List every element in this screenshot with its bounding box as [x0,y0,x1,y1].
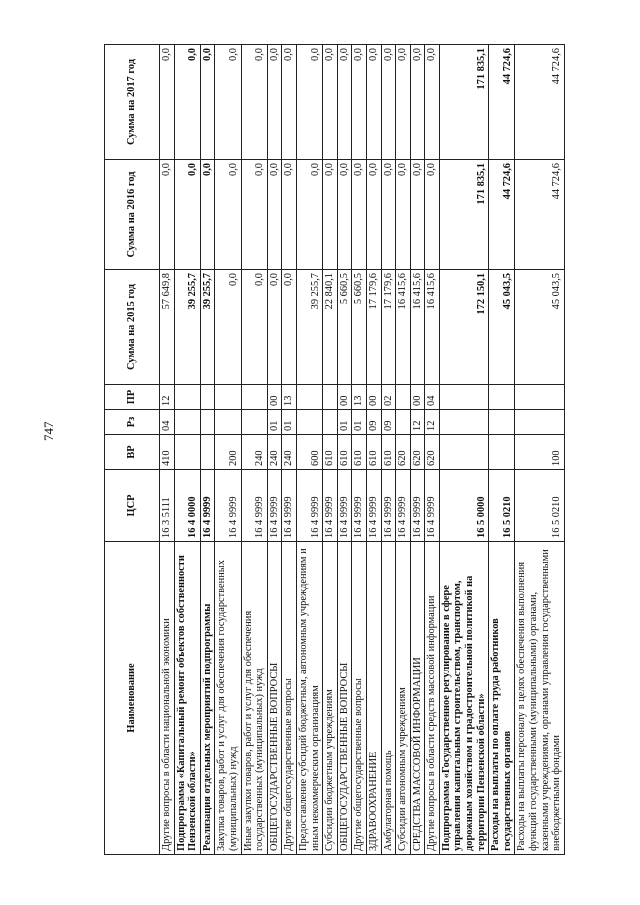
table-row [352,45,367,855]
header-sum-2017: Сумма на 2017 год [105,45,160,160]
cell-name: Другие общегосударственные вопросы [282,542,297,855]
table-row [160,45,175,855]
cell-vr: 620 [410,435,425,470]
cell-sum-2017: 0,0 [174,45,200,160]
table-row [296,45,322,855]
cell-rz [200,410,215,435]
cell-name: Реализация отдельных мероприятий подпрограммы [200,542,215,855]
cell-name: ОБЩЕГОСУДАРСТВЕННЫЕ ВОПРОСЫ [337,542,352,855]
cell-sum-2016: 44 724,6 [489,160,515,270]
table-row [396,45,411,855]
cell-csr: 16 5 0210 [515,470,564,542]
cell-sum-2017: 0,0 [396,45,411,160]
budget-table [104,44,565,855]
cell-sum-2016: 0,0 [410,160,425,270]
cell-sum-2015: 5 660,5 [352,270,367,385]
cell-sum-2016: 0,0 [215,160,241,270]
cell-pr: 00 [410,385,425,410]
cell-name: Расходы на выплаты по оплате труда работников государственных органов [489,542,515,855]
cell-sum-2016: 171 835,1 [439,160,488,270]
cell-csr: 16 4 9999 [410,470,425,542]
table-row [425,45,440,855]
cell-pr [215,385,241,410]
cell-vr [174,435,200,470]
cell-sum-2015: 0,0 [241,270,267,385]
cell-vr: 600 [296,435,322,470]
cell-pr [396,385,411,410]
cell-vr: 200 [215,435,241,470]
cell-sum-2015: 0,0 [282,270,297,385]
cell-name: Субсидии бюджетным учреждениям [323,542,338,855]
cell-name: Другие общегосударственные вопросы [352,542,367,855]
cell-pr: 02 [381,385,396,410]
cell-csr: 16 5 0000 [439,470,488,542]
table-row [241,45,267,855]
cell-csr: 16 5 0210 [489,470,515,542]
cell-sum-2017: 0,0 [323,45,338,160]
cell-rz [296,410,322,435]
cell-sum-2015: 39 255,7 [200,270,215,385]
cell-csr: 16 4 9999 [215,470,241,542]
cell-sum-2017: 0,0 [241,45,267,160]
table-row [282,45,297,855]
cell-vr: 620 [425,435,440,470]
cell-sum-2017: 0,0 [366,45,381,160]
header-name: Наименование [105,542,160,855]
cell-pr: 13 [282,385,297,410]
cell-rz [215,410,241,435]
table-row [489,45,515,855]
cell-sum-2016: 0,0 [366,160,381,270]
cell-sum-2017: 0,0 [296,45,322,160]
cell-sum-2015: 22 840,1 [323,270,338,385]
cell-sum-2015: 16 415,6 [425,270,440,385]
cell-sum-2017: 44 724,6 [515,45,564,160]
cell-pr [489,385,515,410]
cell-sum-2016: 0,0 [323,160,338,270]
cell-sum-2015: 172 150,1 [439,270,488,385]
table-row [337,45,352,855]
table-row [267,45,282,855]
cell-name: Субсидии автономным учреждениям [396,542,411,855]
cell-sum-2017: 0,0 [282,45,297,160]
cell-csr: 16 4 9999 [425,470,440,542]
cell-sum-2015: 16 415,6 [410,270,425,385]
cell-pr: 00 [267,385,282,410]
cell-rz [439,410,488,435]
cell-csr: 16 4 9999 [396,470,411,542]
cell-sum-2016: 0,0 [200,160,215,270]
table-row [381,45,396,855]
cell-sum-2015: 16 415,6 [396,270,411,385]
table-row [515,45,564,855]
cell-pr [200,385,215,410]
cell-name: Иные закупки товаров, работ и услуг для обеспечения государственных (муниципальных) нужд [241,542,267,855]
page-number: 747 [41,421,56,441]
cell-sum-2016: 0,0 [337,160,352,270]
cell-sum-2015: 45 043,5 [515,270,564,385]
table-header-row [105,45,160,855]
cell-sum-2016: 44 724,6 [515,160,564,270]
header-rz: Рз [105,410,160,435]
cell-vr: 610 [323,435,338,470]
cell-pr [174,385,200,410]
cell-pr [515,385,564,410]
cell-pr: 04 [425,385,440,410]
cell-sum-2015: 0,0 [267,270,282,385]
cell-csr: 16 4 9999 [267,470,282,542]
cell-sum-2015: 45 043,5 [489,270,515,385]
cell-sum-2016: 0,0 [352,160,367,270]
cell-rz: 04 [160,410,175,435]
cell-name: Закупка товаров, работ и услуг для обеспечения государственных (муниципальных) нужд [215,542,241,855]
cell-name: Предоставление субсидий бюджетным, автономным учреждениям и иным некоммерческим организациям [296,542,322,855]
cell-pr: 12 [160,385,175,410]
cell-pr [439,385,488,410]
table-body [160,45,565,855]
table-row [410,45,425,855]
cell-vr: 610 [352,435,367,470]
cell-rz [323,410,338,435]
cell-sum-2017: 0,0 [410,45,425,160]
cell-sum-2017: 44 724,6 [489,45,515,160]
cell-sum-2016: 0,0 [174,160,200,270]
cell-vr: 240 [282,435,297,470]
cell-rz [489,410,515,435]
table-row [200,45,215,855]
cell-rz [174,410,200,435]
cell-name: Подпрограмма «Государственное регулирование в сфере управления капитальным строительством, транспортом, дорожным хозяйством и градостроительной политикой на территории Пензенской области» [439,542,488,855]
cell-vr [200,435,215,470]
cell-csr: 16 4 9999 [200,470,215,542]
cell-csr: 16 4 9999 [381,470,396,542]
cell-vr: 100 [515,435,564,470]
cell-csr: 16 4 9999 [323,470,338,542]
cell-sum-2017: 0,0 [425,45,440,160]
cell-sum-2016: 0,0 [241,160,267,270]
cell-sum-2016: 0,0 [296,160,322,270]
cell-csr: 16 4 9999 [352,470,367,542]
header-sum-2015: Сумма на 2015 год [105,270,160,385]
cell-vr: 610 [366,435,381,470]
cell-vr: 610 [381,435,396,470]
cell-vr: 610 [337,435,352,470]
cell-csr: 16 4 9999 [337,470,352,542]
cell-sum-2017: 171 835,1 [439,45,488,160]
table-row [366,45,381,855]
cell-vr: 410 [160,435,175,470]
table-row [439,45,488,855]
cell-rz: 01 [267,410,282,435]
cell-sum-2015: 17 179,6 [381,270,396,385]
cell-name: Расходы на выплаты персоналу в целях обеспечения выполнения функций государственными (муниципальными) органами, казенными учреждениями, органами управления государственными внебюджетными фондами [515,542,564,855]
cell-vr: 240 [241,435,267,470]
cell-sum-2016: 0,0 [282,160,297,270]
cell-sum-2017: 0,0 [267,45,282,160]
cell-rz [396,410,411,435]
cell-csr: 16 4 9999 [282,470,297,542]
cell-sum-2017: 0,0 [215,45,241,160]
cell-pr: 00 [337,385,352,410]
cell-sum-2016: 0,0 [160,160,175,270]
cell-sum-2017: 0,0 [200,45,215,160]
cell-vr: 620 [396,435,411,470]
cell-vr: 240 [267,435,282,470]
cell-sum-2017: 0,0 [352,45,367,160]
cell-name: СРЕДСТВА МАССОВОЙ ИНФОРМАЦИИ [410,542,425,855]
header-csr: ЦСР [105,470,160,542]
cell-rz: 12 [425,410,440,435]
header-pr: ПР [105,385,160,410]
table-row [215,45,241,855]
cell-name: Другие вопросы в области средств массовой информации [425,542,440,855]
cell-sum-2015: 39 255,7 [296,270,322,385]
rotated-table-container [104,45,624,855]
cell-vr [489,435,515,470]
cell-name: Амбулаторная помощь [381,542,396,855]
cell-csr: 16 4 9999 [241,470,267,542]
cell-name: Подпрограмма «Капитальный ремонт объектов собственности Пензенской области» [174,542,200,855]
cell-sum-2017: 0,0 [160,45,175,160]
cell-name: ЗДРАВООХРАНЕНИЕ [366,542,381,855]
cell-rz [515,410,564,435]
table-row [323,45,338,855]
cell-pr [241,385,267,410]
header-vr: ВР [105,435,160,470]
header-sum-2016: Сумма на 2016 год [105,160,160,270]
cell-rz: 01 [352,410,367,435]
cell-csr: 16 4 0000 [174,470,200,542]
cell-csr: 16 3 5111 [160,470,175,542]
cell-sum-2016: 0,0 [381,160,396,270]
cell-name: Другие вопросы в области национальной экономики [160,542,175,855]
cell-sum-2016: 0,0 [396,160,411,270]
cell-sum-2017: 0,0 [337,45,352,160]
cell-rz: 12 [410,410,425,435]
cell-pr [296,385,322,410]
cell-rz: 09 [366,410,381,435]
cell-vr [439,435,488,470]
cell-rz: 01 [337,410,352,435]
cell-csr: 16 4 9999 [296,470,322,542]
cell-sum-2016: 0,0 [425,160,440,270]
cell-pr: 13 [352,385,367,410]
cell-rz: 09 [381,410,396,435]
cell-sum-2015: 57 649,8 [160,270,175,385]
cell-sum-2015: 5 660,5 [337,270,352,385]
cell-rz [241,410,267,435]
cell-sum-2015: 0,0 [215,270,241,385]
cell-sum-2016: 0,0 [267,160,282,270]
cell-sum-2017: 0,0 [381,45,396,160]
cell-pr [323,385,338,410]
cell-sum-2015: 17 179,6 [366,270,381,385]
cell-sum-2015: 39 255,7 [174,270,200,385]
cell-csr: 16 4 9999 [366,470,381,542]
cell-pr: 00 [366,385,381,410]
cell-rz: 01 [282,410,297,435]
cell-name: ОБЩЕГОСУДАРСТВЕННЫЕ ВОПРОСЫ [267,542,282,855]
table-row [174,45,200,855]
